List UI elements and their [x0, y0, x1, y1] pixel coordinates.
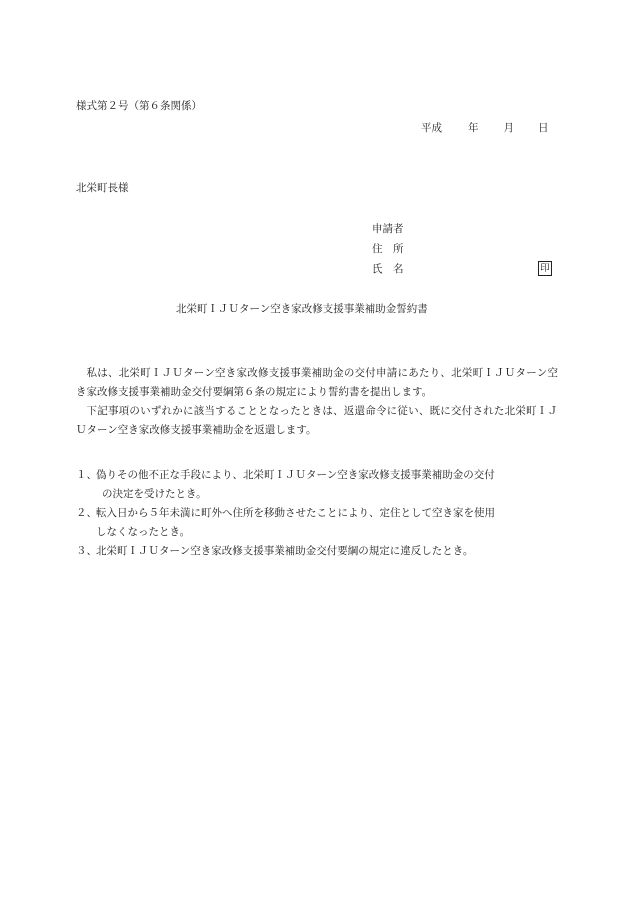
- item-number: ３、: [76, 545, 97, 557]
- list-item: [76, 504, 560, 542]
- form-number: 様式第２号（第６条関係）: [76, 100, 202, 112]
- item-text-continued: の決定を受けたとき。: [102, 488, 207, 500]
- date-year-unit: 年: [468, 122, 479, 134]
- addressee: 北栄町長様: [76, 182, 129, 194]
- name-label: 氏 名: [372, 263, 404, 275]
- date-day-unit: 日: [538, 122, 549, 134]
- pledge-paragraph-1: 私は、北栄町ＩＪＵターン空き家改修支援事業補助金の交付申請にあたり、北栄町ＩＪＵターン空き家改修支援事業補助金交付要綱第６条の規定により誓約書を提出します。: [76, 367, 558, 398]
- date-month-unit: 月: [503, 122, 514, 134]
- item-text: 転入日から５年未満に町外へ住所を移動させたことにより、定住として空き家を使用: [96, 507, 495, 519]
- list-item: [76, 466, 560, 504]
- conditions-list: [76, 466, 560, 561]
- name-row: [372, 262, 550, 282]
- item-number: １、: [76, 469, 97, 481]
- item-text: 北栄町ＩＪＵターン空き家改修支援事業補助金交付要綱の規定に違反したとき。: [96, 545, 474, 557]
- date-line: [421, 123, 549, 134]
- document-title: 北栄町ＩＪＵターン空き家改修支援事業補助金誓約書: [176, 303, 428, 315]
- item-text-continued: しなくなったとき。: [96, 526, 191, 538]
- item-text: 偽りその他不正な手段により、北栄町ＩＪＵターン空き家改修支援事業補助金の交付: [96, 469, 495, 481]
- date-era: 平成: [421, 122, 442, 134]
- address-label: 住 所: [372, 243, 404, 255]
- seal-mark: 印: [538, 261, 552, 276]
- applicant-block: [372, 222, 550, 282]
- pledge-body: [76, 364, 558, 440]
- item-number: ２、: [76, 507, 97, 519]
- list-item: [76, 542, 560, 561]
- pledge-paragraph-2: 下記事項のいずれかに該当することとなったときは、返還命令に従い、既に交付された北栄町ＩＪＵターン空き家改修支援事業補助金を返還します。: [76, 405, 558, 436]
- applicant-title: 申請者: [372, 223, 404, 235]
